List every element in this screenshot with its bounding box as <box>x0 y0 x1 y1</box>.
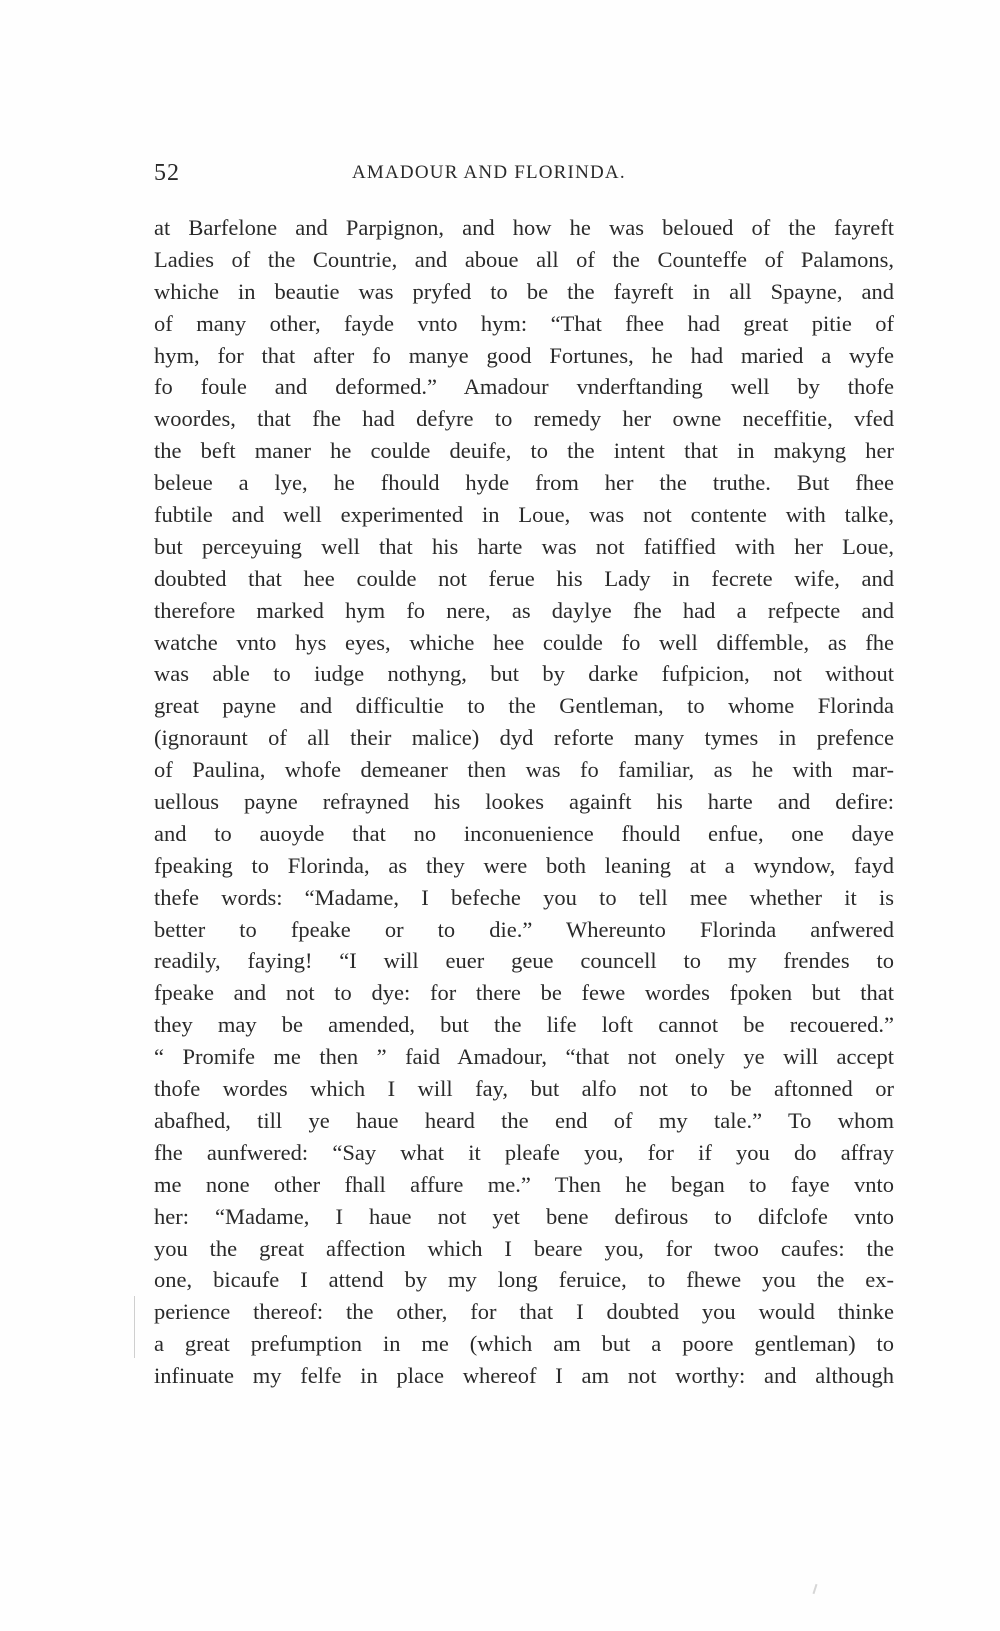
text-line: her: “Madame, I haue not yet bene defirous to difclofe vnto <box>154 1203 894 1229</box>
text-line: was able to iudge nothyng, but by darke fufpicion, not without <box>154 661 894 687</box>
text-line: better to fpeake or to die.” Whereunto Florinda anfwered <box>154 916 894 942</box>
text-line: me none other fhall affure me.” Then he began to faye vnto <box>154 1171 894 1197</box>
text-line: whiche in beautie was pryfed to be the fayreft in all Spayne, and <box>154 278 894 304</box>
text-line: infinuate my felfe in place whereof I am not worthy: and although <box>154 1363 894 1389</box>
text-line: but perceyuing well that his harte was not fatiffied with her Loue, <box>154 533 894 559</box>
text-line: perience thereof: the other, for that I doubted you would thinke <box>154 1299 894 1325</box>
text-line: fubtile and well experimented in Loue, was not contente with talke, <box>154 502 894 528</box>
margin-pencil-mark <box>134 1296 135 1358</box>
text-line: fpeaking to Florinda, as they were both leaning at a wyndow, fayd <box>154 852 894 878</box>
text-line: thofe wordes which I will fay, but alfo not to be aftonned or <box>154 1076 894 1102</box>
text-line: and to auoyde that no inconuenience fhould enfue, one daye <box>154 820 894 846</box>
text-line: one, bicaufe I attend by my long feruice, to fhewe you the ex- <box>154 1267 894 1293</box>
text-line: a great prefumption in me (which am but a poore gentleman) to <box>154 1331 894 1357</box>
text-line: woordes, that fhe had defyre to remedy her owne neceffitie, vfed <box>154 406 894 432</box>
text-line: you the great affection which I beare you, for twoo caufes: the <box>154 1235 894 1261</box>
text-line: great payne and difficultie to the Gentleman, to whome Florinda <box>154 693 894 719</box>
text-line: fpeake and not to dye: for there be fewe wordes fpoken but that <box>154 980 894 1006</box>
text-line: therefore marked hym fo nere, as daylye fhe had a refpecte and <box>154 597 894 623</box>
text-line: thefe words: “Madame, I befeche you to tell mee whether it is <box>154 884 894 910</box>
text-line: watche vnto hys eyes, whiche hee coulde fo well diffemble, as fhe <box>154 629 894 655</box>
text-line: “ Promife me then ” faid Amadour, “that not onely ye will accept <box>154 1044 894 1070</box>
text-line: hym, for that after fo manye good Fortunes, he had maried a wyfe <box>154 342 894 368</box>
text-line: (ignoraunt of all their malice) dyd reforte many tymes in prefence <box>154 725 894 751</box>
text-line: Ladies of the Countrie, and aboue all of the Counteffe of Palamons, <box>154 246 894 272</box>
paper-speck <box>813 1584 818 1594</box>
text-line: readily, faying! “I will euer geue councell to my frendes to <box>154 948 894 974</box>
text-line: doubted that hee coulde not ferue his Lady in fecrete wife, and <box>154 565 894 591</box>
text-line: abafhed, till ye haue heard the end of my tale.” To whom <box>154 1107 894 1133</box>
text-line: the beft maner he coulde deuife, to the intent that in makyng her <box>154 438 894 464</box>
text-line: of many other, fayde vnto hym: “That fhee had great pitie of <box>154 310 894 336</box>
text-line: at Barfelone and Parpignon, and how he was beloued of the fayreft <box>154 215 894 240</box>
body-text <box>154 212 894 1392</box>
text-line: beleue a lye, he fhould hyde from her the truthe. But fhee <box>154 470 894 496</box>
text-line: fhe aunfwered: “Say what it pleafe you, for if you do affray <box>154 1139 894 1165</box>
running-head <box>154 160 894 190</box>
running-title: AMADOUR AND FLORINDA. <box>352 162 626 183</box>
page-number: 52 <box>154 160 180 186</box>
text-line: of Paulina, whofe demeaner then was fo familiar, as he with mar- <box>154 757 894 783</box>
text-line: uellous payne refrayned his lookes againft his harte and defire: <box>154 789 894 815</box>
text-line: they may be amended, but the life loft cannot be recouered.” <box>154 1012 894 1038</box>
text-line: fo foule and deformed.” Amadour vnderftanding well by thofe <box>154 374 894 400</box>
